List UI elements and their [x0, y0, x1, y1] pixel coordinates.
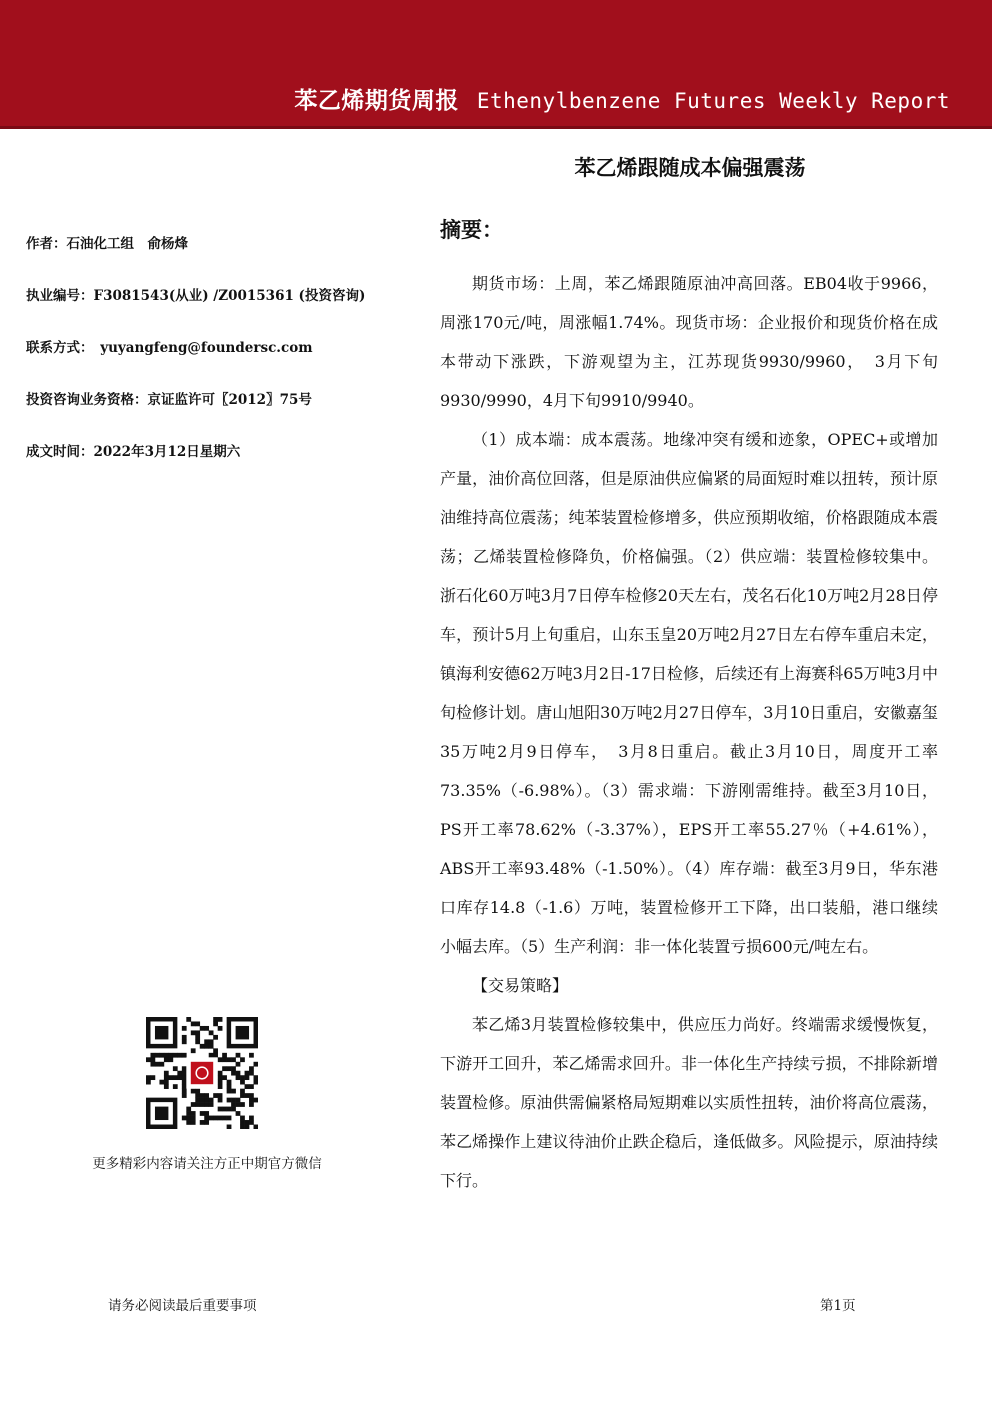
meta-contact: 联系方式： yuyangfeng@foundersc.com — [26, 340, 313, 356]
header-title-en: Ethenylbenzene Futures Weekly Report — [476, 89, 950, 113]
meta-date: 成文时间：2022年3月12日星期六 — [26, 444, 241, 460]
header-title-cn: 苯乙烯期货周报 — [294, 88, 459, 114]
summary-paragraph-fundamentals: （1）成本端：成本震荡。地缘冲突有缓和迹象，OPEC+或增加产量，油价高位回落，但是原油供应偏紧的局面短时难以扭转，预计原油维持高位震荡；纯苯装置检修增多，供应预期收缩，价格跟随成本震荡；乙烯装置检修降负，价格偏强。（2）供应端：装置检修较集中。浙石化60万吨3月7日停车检修20天左右，茂名石化10万吨2月28日停车，预计5月上旬重启，山东玉皇20万吨2月27日左右停车重启未定，镇海利安德62万吨3月2日-17日检修，后续还有上海赛科65万吨3月中旬检修计划。唐山旭阳30万吨2月27日停车，3月10日重启，安徽嘉玺35万吨2月9日停车， 3月8日重启。截止3月10日，周度开工率73.35%（-6.98%）。（3）需求端：下游刚需维持。截至3月10日，PS开工率78.62%（-3.37%），EPS开工率55.27％（+4.61%），ABS开工率93.48%（-1.50%）。（4）库存端：截至3月9日，华东港口库存14.8（-1.6）万吨，装置检修开工下降，出口装船，港口继续小幅去库。（5）生产利润：非一体化装置亏损600元/吨左右。 — [440, 430, 938, 956]
author-meta — [26, 232, 406, 492]
summary-paragraph-market: 期货市场：上周，苯乙烯跟随原油冲高回落。EB04收于9966，周涨170元/吨，周涨幅1.74%。现货市场：企业报价和现货价格在成本带动下涨跌，下游观望为主，江苏现货9930/9960， 3月下旬9930/9990，4月下旬9910/9940。 — [440, 274, 938, 410]
header-title — [294, 82, 950, 115]
summary-heading: 摘要： — [440, 218, 503, 242]
meta-qualification: 投资咨询业务资格：京证监许可〖2012〗75号 — [26, 392, 312, 408]
header-divider — [0, 126, 992, 129]
footer-page-number: 第1页 — [820, 1298, 856, 1314]
qr-caption: 更多精彩内容请关注方正中期官方微信 — [92, 1156, 322, 1172]
footer-notice: 请务必阅读最后重要事项 — [108, 1298, 257, 1314]
summary-paragraph-strategy-heading: 【交易策略】 — [472, 976, 569, 995]
summary-paragraph-strategy: 苯乙烯3月装置检修较集中，供应压力尚好。终端需求缓慢恢复，下游开工回升，苯乙烯需求回升。非一体化生产持续亏损，不排除新增装置检修。原油供需偏紧格局短期难以实质性扭转，油价将高位震荡，苯乙烯操作上建议待油价止跌企稳后，逢低做多。风险提示，原油持续下行。 — [440, 1015, 938, 1190]
summary-body — [440, 264, 938, 1200]
report-title: 苯乙烯跟随成本偏强震荡 — [574, 156, 806, 180]
qr-code-icon — [146, 1017, 258, 1129]
meta-author: 作者：石油化工组 俞杨烽 — [26, 236, 188, 252]
meta-license: 执业编号：F3081543(从业) /Z0015361 (投资咨询) — [26, 288, 366, 304]
